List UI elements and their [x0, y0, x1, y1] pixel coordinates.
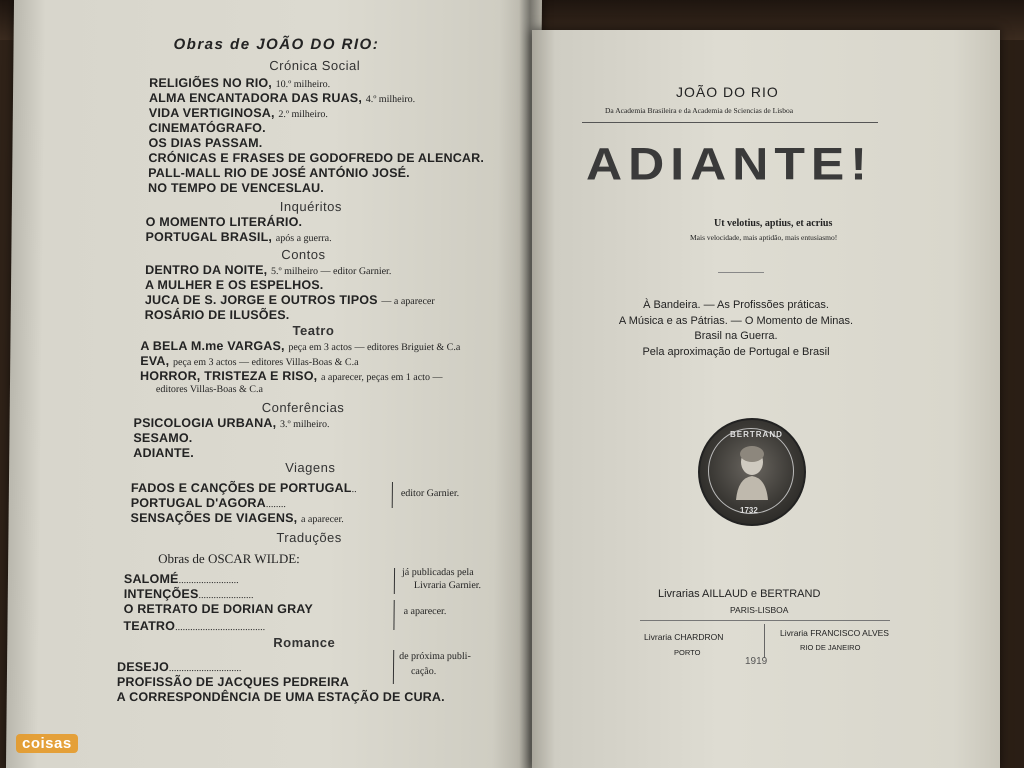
- item-title: DENTRO DA NOITE,: [145, 263, 268, 277]
- list-item: [149, 106, 328, 120]
- list-item: [117, 660, 242, 674]
- list-item: CINEMATÓGRAFO.: [148, 121, 266, 135]
- item-note: a aparecer.: [300, 514, 344, 525]
- section-contos: Contos: [281, 247, 326, 262]
- section-cronica-social: Crónica Social: [269, 58, 361, 73]
- title-rule: [582, 122, 878, 123]
- romance-side-note: cação.: [410, 666, 437, 677]
- section-teatro: Teatro: [292, 323, 335, 338]
- list-item: [140, 369, 443, 383]
- list-item: [149, 76, 330, 90]
- list-item-continuation: editores Villas-Boas & C.a: [155, 384, 263, 395]
- item-note: a aparecer, peças em 1 acto —: [320, 372, 443, 383]
- item-note: peça em 3 actos — editores Villas-Boas & C.a: [172, 357, 359, 368]
- item-dots: ........: [265, 499, 286, 510]
- section-romance: Romance: [273, 635, 336, 650]
- left-page-heading: Obras de JOÃO DO RIO:: [173, 36, 380, 53]
- list-item: PROFISSÃO DE JACQUES PEDREIRA: [116, 675, 350, 689]
- brace: [392, 482, 393, 508]
- ornament-rule: [718, 272, 764, 273]
- imprint-divider: [764, 624, 765, 658]
- author-affiliation: Da Academia Brasileira e da Academia de Sciencias de Lisboa: [605, 106, 794, 115]
- imprint-right-city: RIO DE JANEIRO: [800, 643, 861, 652]
- list-item: PALL-MALL RIO DE JOSÉ ANTÓNIO JOSÉ.: [148, 166, 410, 180]
- item-note: 10.º milheiro.: [275, 79, 331, 90]
- list-item: OS DIAS PASSAM.: [148, 136, 263, 150]
- section-conferencias: Conferências: [261, 400, 345, 415]
- section-traducoes: Traduções: [276, 530, 342, 545]
- section-inqueritos: Inquéritos: [279, 199, 343, 214]
- list-item: SESAMO.: [133, 431, 193, 445]
- list-item: [124, 572, 239, 586]
- brace: [393, 600, 394, 630]
- list-item: [131, 511, 344, 525]
- list-item: [123, 619, 265, 633]
- list-item: [140, 354, 358, 368]
- list-item: O MOMENTO LITERÁRIO.: [145, 215, 303, 229]
- publisher-city: PARIS-LISBOA: [730, 605, 789, 615]
- item-dots: ........................: [178, 575, 239, 586]
- contents-item: A Música e as Pátrias. — O Momento de Minas.: [618, 314, 854, 327]
- traducoes-side-note: Livraria Garnier.: [413, 580, 482, 591]
- viagens-side-note: editor Garnier.: [400, 488, 460, 499]
- brace: [393, 650, 394, 684]
- list-item: [140, 339, 460, 353]
- imprint-right-name: Livraria FRANCISCO ALVES: [780, 628, 889, 638]
- section-viagens: Viagens: [285, 460, 336, 475]
- item-title: RELIGIÕES NO RIO,: [149, 76, 273, 90]
- list-item: A MULHER E OS ESPELHOS.: [144, 278, 324, 292]
- list-item: [149, 91, 415, 105]
- publication-year: 1919: [745, 656, 768, 667]
- item-title: DESEJO: [116, 660, 170, 674]
- list-item: ADIANTE.: [133, 446, 194, 460]
- item-note: 3.º milheiro.: [279, 419, 330, 430]
- traducoes-side-note: já publicadas pela: [401, 567, 474, 578]
- item-title: FADOS E CANÇÕES DE PORTUGAL: [130, 481, 352, 495]
- motto-latin: Ut velotius, aptius, et acrius: [714, 218, 833, 229]
- traducoes-side-note: a aparecer.: [403, 606, 447, 617]
- list-item: A CORRESPONDÊNCIA DE UMA ESTAÇÃO DE CURA.: [116, 690, 445, 704]
- romance-side-note: de próxima publi-: [399, 651, 471, 662]
- imprint-rule: [640, 620, 890, 621]
- bertrand-medallion: [698, 418, 806, 526]
- book-title: ADIANTE!: [586, 138, 873, 190]
- item-title: TEATRO: [123, 619, 176, 633]
- list-item: CRÓNICAS E FRASES DE GODOFREDO DE ALENCAR.: [148, 151, 485, 165]
- item-title: HORROR, TRISTEZA E RISO,: [140, 369, 318, 383]
- imprint-left-name: Livraria CHARDRON: [644, 632, 724, 642]
- item-title: EVA,: [140, 354, 170, 368]
- motto-portuguese: Mais velocidade, mais aptidão, mais entusiasmo!: [690, 233, 838, 242]
- brace: [394, 568, 395, 594]
- item-dots: ..: [351, 484, 357, 495]
- item-title: VIDA VERTIGINOSA,: [148, 106, 275, 120]
- item-title: PSICOLOGIA URBANA,: [133, 416, 277, 430]
- medallion-top-text: BERTRAND: [730, 430, 783, 439]
- watermark-logo: coisas: [16, 734, 78, 753]
- portrait-icon: [730, 442, 774, 502]
- left-page: [6, 0, 542, 768]
- item-note: 5.º milheiro — editor Garnier.: [270, 266, 392, 277]
- contents-item: Pela aproximação de Portugal e Brasil: [642, 345, 830, 358]
- list-item: O RETRATO DE DORIAN GRAY: [123, 602, 314, 616]
- publisher-name: Livrarias AILLAUD e BERTRAND: [658, 588, 821, 600]
- item-dots: .............................: [168, 663, 242, 674]
- list-item: NO TEMPO DE VENCESLAU.: [147, 181, 325, 195]
- item-title: SALOMÉ: [123, 572, 179, 586]
- list-item: [145, 263, 391, 277]
- item-dots: ....................................: [175, 622, 266, 633]
- item-title: PORTUGAL D'AGORA: [130, 496, 266, 510]
- list-item: [124, 587, 254, 601]
- list-item: [131, 496, 286, 510]
- item-note: 4.º milheiro.: [365, 94, 416, 105]
- traducoes-intro: Obras de OSCAR WILDE:: [158, 551, 300, 566]
- list-item: [145, 230, 331, 244]
- contents-item: Brasil na Guerra.: [694, 330, 778, 342]
- item-note: peça em 3 actos — editores Briguiet & C.a: [288, 342, 461, 353]
- item-note: após a guerra.: [275, 233, 332, 244]
- list-item: [145, 293, 435, 307]
- item-title: A BELA M.me VARGAS,: [140, 339, 285, 353]
- item-title: PORTUGAL BRASIL,: [145, 230, 273, 244]
- item-title: JUCA DE S. JORGE E OUTROS TIPOS: [144, 293, 378, 307]
- item-note: — a aparecer: [381, 296, 435, 307]
- contents-item: À Bandeira. — As Profissões práticas.: [643, 299, 829, 311]
- imprint-left-city: PORTO: [674, 648, 701, 657]
- contents-list: [586, 298, 886, 360]
- list-item: [131, 481, 357, 495]
- item-title: SENSAÇÕES DE VIAGENS,: [130, 511, 298, 525]
- item-title: ALMA ENCANTADORA DAS RUAS,: [148, 91, 363, 105]
- item-note: 2.º milheiro.: [278, 109, 328, 120]
- item-dots: ......................: [198, 590, 254, 601]
- author-name: JOÃO DO RIO: [676, 84, 779, 100]
- list-item: [134, 416, 330, 430]
- medallion-bottom-text: 1732: [740, 506, 758, 515]
- item-title: INTENÇÕES: [123, 587, 199, 601]
- list-item: ROSÁRIO DE ILUSÕES.: [144, 308, 290, 322]
